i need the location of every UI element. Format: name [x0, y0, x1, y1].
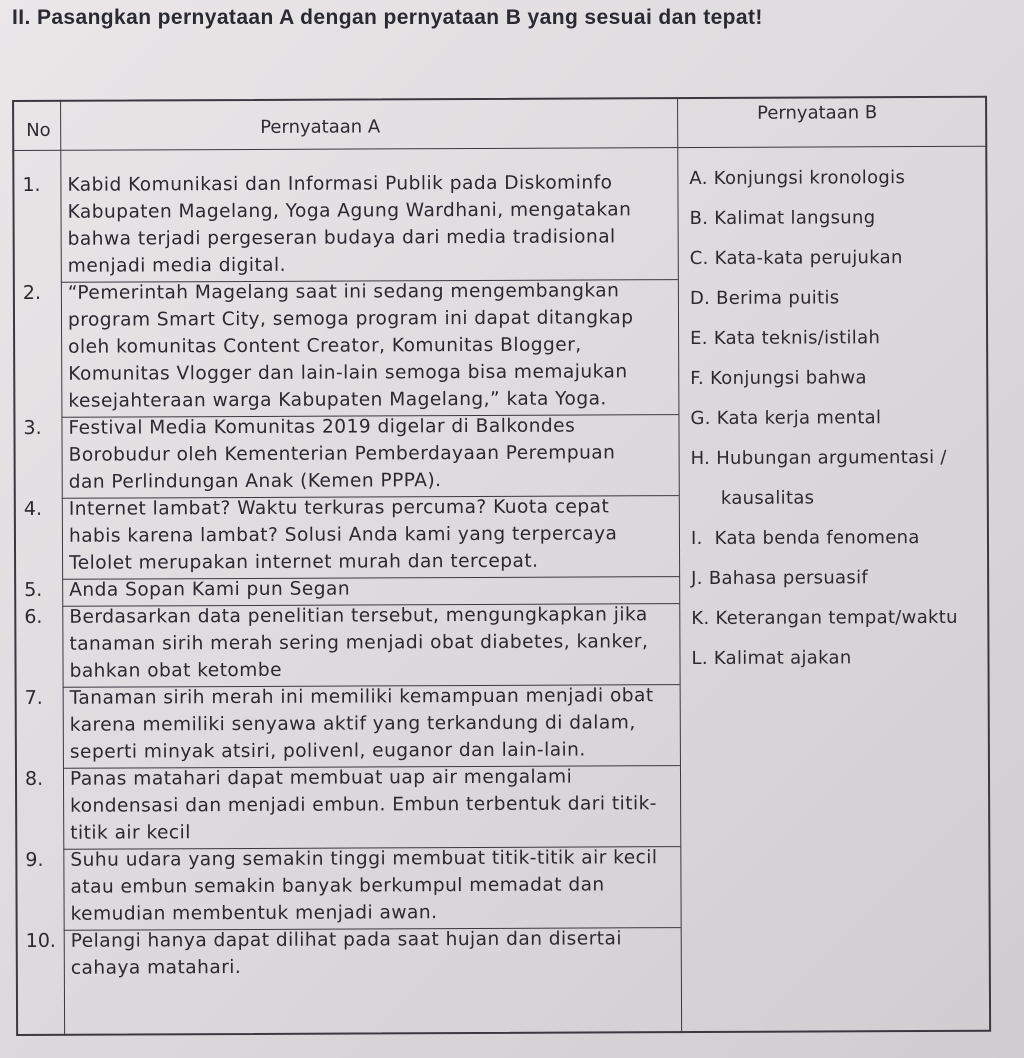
row-number: 2.	[22, 281, 42, 304]
row-number: 9.	[25, 848, 44, 871]
header-pernyataan-b: Pernyataan B	[757, 102, 878, 124]
option-b-item: A. Konjungsi kronologis	[689, 167, 906, 190]
statement-a-text: Suhu udara yang semakin tinggi membuat titik-titik air kecil atau embun semakin banyak berkumpul memadat dan kemudian membentuk menjadi awan.	[70, 847, 658, 925]
statement-a-text: Panas matahari dapat membuat uap air mengalami kondensasi dan menjadi embun. Embun terbentuk dari titik- titik air kecil	[69, 766, 657, 844]
row-number: 10.	[25, 929, 56, 952]
row-number: 8.	[24, 767, 44, 790]
option-b-item: H. Hubungan argumentasi /	[690, 446, 947, 470]
option-b-item-continuation: kausalitas	[690, 487, 815, 510]
header-pernyataan-a: Pernyataan A	[260, 116, 381, 138]
option-b-item: B. Kalimat langsung	[689, 207, 876, 230]
statement-a-text: Festival Media Komunitas 2019 digelar di Balkondes Borobudur oleh Kementerian Pemberdayaan Perempuan dan Perlindungan Anak (Kemen PPPA).	[68, 415, 616, 493]
row-number: 1.	[22, 173, 41, 196]
statement-a-text: Berdasarkan data penelitian tersebut, mengungkapkan jika tanaman sirih merah sering menjadi obat diabetes, kanker, bahkan obat ketombe	[69, 604, 649, 682]
option-b-item: D. Berima puitis	[689, 287, 840, 310]
option-b-item: K. Keterangan tempat/waktu	[691, 606, 958, 630]
row-number: 3.	[23, 416, 42, 439]
statement-a-text: Internet lambat? Waktu terkuras percuma? Kuota cepat habis karena lambat? Solusi Anda kami yang terpercaya Telolet merupakan internet murah dan tercepat.	[68, 496, 618, 574]
statement-a-text: Pelangi hanya dapat dilihat pada saat hujan dan disertai cahaya matahari.	[70, 928, 623, 979]
option-b-item: F. Konjungsi bahwa	[690, 367, 867, 390]
row-number: 4.	[23, 497, 43, 520]
statement-a-text: Tanaman sirih merah ini memiliki kemampuan menjadi obat karena memiliki senyawa aktif yang terkandung di dalam, seperti minyak atsiri, polivenl, euganor dan lain-lain.	[69, 685, 654, 763]
option-b-item: C. Kata-kata perujukan	[689, 247, 903, 270]
option-b-item: E. Kata teknis/istilah	[690, 327, 881, 350]
statement-a-text: Kabid Komunikasi dan Informasi Publik pada Diskominfo Kabupaten Magelang, Yoga Agung Wardhani, mengatakan bahwa terjadi pergeseran budaya dari media tradisional menjadi media digital.	[67, 172, 632, 277]
row-number: 6.	[24, 605, 43, 628]
option-b-item: G. Kata kerja mental	[690, 407, 882, 430]
statement-b-list	[689, 164, 991, 685]
instruction-heading: II. Pasangkan pernyataan A dengan pernyataan B yang sesuai dan tepat!	[12, 6, 763, 29]
header-no: No	[26, 119, 51, 141]
option-b-item: I. Kata benda fenomena	[690, 527, 920, 550]
option-b-item: J. Bahasa persuasif	[691, 567, 869, 590]
matching-table	[12, 84, 990, 1038]
row-number: 5.	[24, 578, 43, 601]
row-number: 7.	[24, 686, 43, 709]
statement-a-text: “Pemerintah Magelang saat ini sedang mengembangkan program Smart City, semoga program ini dapat ditangkap oleh komunitas Content Creator, Komunitas Blogger, Komunitas Vlogger dan lain-lain semoga bisa memajukan kesejahteraan warga Kabupaten Magelang,” kata Yoga.	[67, 280, 634, 412]
option-b-item: L. Kalimat ajakan	[691, 647, 852, 670]
statement-a-text: Anda Sopan Kami pun Segan	[69, 578, 351, 601]
